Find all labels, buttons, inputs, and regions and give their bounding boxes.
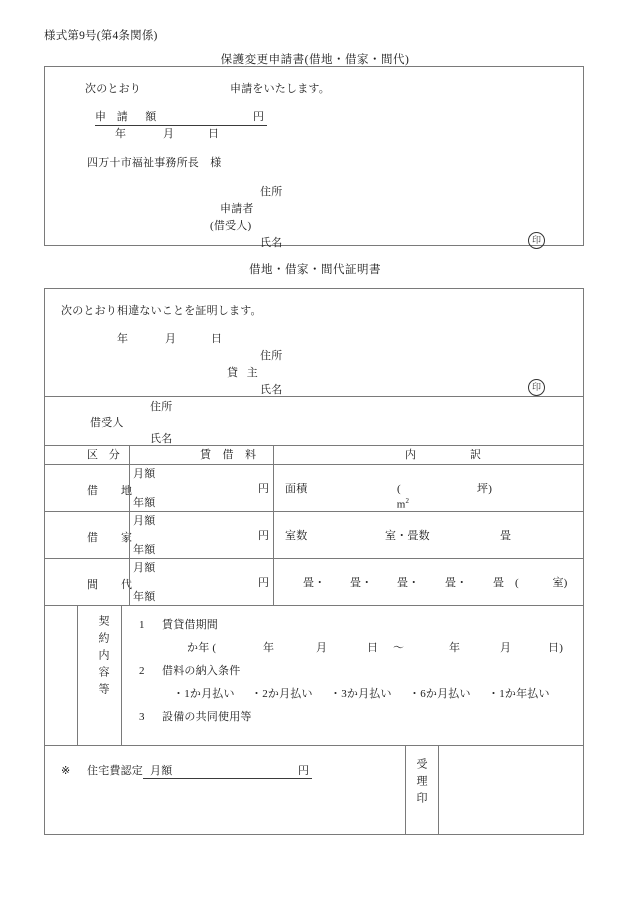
contract-item1-day2: 日): [548, 642, 564, 654]
table-header-rent: 賃 借 料: [200, 449, 258, 461]
row-detail-item-2-2: 畳・: [397, 577, 420, 589]
contract-side-label: 契約内容等: [97, 615, 109, 700]
row-unit-1: 円: [258, 530, 270, 542]
row-monthly-label-1: 月額: [133, 515, 156, 527]
row-detail-mid-1: 室・畳数: [385, 530, 430, 542]
certificate-date-year: 年: [117, 333, 129, 345]
application-box: [44, 66, 584, 249]
borrower-label: 借受人: [90, 417, 124, 429]
row-unit-2: 円: [258, 577, 270, 589]
amount-label: 申 請 額: [95, 111, 161, 123]
row-detail-item-2-4: 畳: [493, 577, 505, 589]
row-detail-unit-0: $m^2$: [396, 497, 410, 511]
contract-item1-year: 年: [263, 642, 275, 654]
rule-col-rent: [273, 445, 274, 605]
certificate-title: 借地・借家・間代証明書: [249, 264, 381, 276]
date-month-label: 月: [163, 128, 175, 140]
contract-item3-no: 3: [139, 711, 145, 723]
borrower-address-label: 住所: [150, 401, 173, 413]
footer-amount-underline[interactable]: [143, 778, 312, 779]
rule-contract-bottom: [45, 745, 583, 746]
application-title: 保護変更申請書(借地・借家・間代): [220, 54, 410, 66]
footer-monthly-label: 月額: [150, 765, 173, 777]
row-monthly-label-2: 月額: [133, 562, 156, 574]
rule-contract-side: [77, 605, 78, 745]
receipt-seal-label: 受理印: [415, 758, 427, 809]
footer-unit: 円: [298, 765, 310, 777]
seal-icon: 印: [528, 232, 545, 249]
lessor-name-label: 氏名: [260, 384, 283, 396]
application-lead-text-right: 申請をいたします。: [230, 83, 330, 95]
applicant-name-label: 氏名: [260, 237, 283, 249]
borrower-name-label: 氏名: [150, 433, 173, 445]
rule-receipt-left: [405, 745, 406, 835]
row-detail-paren-2: ( 室): [515, 577, 568, 589]
contract-item1-no: 1: [139, 619, 145, 631]
applicant-label: 申請者: [220, 203, 254, 215]
row-detail-item-2-1: 畳・: [350, 577, 373, 589]
lessor-label: 貸 主: [227, 367, 261, 379]
amount-unit: 円: [253, 111, 265, 123]
rule-col-category: [129, 445, 130, 605]
rule-contract-body: [121, 605, 122, 745]
certificate-date-day: 日: [211, 333, 223, 345]
table-header-category: 区 分: [87, 449, 124, 461]
applicant-sub-label: (借受人): [210, 220, 252, 232]
rule-row1-bottom: [45, 558, 583, 559]
row-category-1: 借 家: [87, 532, 138, 544]
row-detail-extra-0: 坪): [477, 483, 493, 495]
row-detail-paren-open-0: (: [397, 483, 401, 495]
contract-item1-year2: 年: [449, 642, 461, 654]
contract-item1-title: 賃貸借期間: [162, 619, 218, 631]
lessor-address-label: 住所: [260, 350, 283, 362]
table-header-details: 内 訳: [405, 449, 483, 461]
row-detail-label-1: 室数: [285, 530, 308, 542]
contract-item2-title: 借料の納入条件: [162, 665, 241, 677]
application-lead-text: 次のとおり: [85, 83, 141, 95]
contract-item1-period: か年 (: [187, 642, 217, 654]
contract-item2-option-2[interactable]: ・3か月払い: [330, 688, 392, 700]
footer-housing-cost-label: 住宅費認定: [87, 765, 143, 777]
applicant-address-label: 住所: [260, 186, 283, 198]
contract-item3-title: 設備の共同使用等: [162, 711, 252, 723]
contract-item1-month: 月: [316, 642, 328, 654]
date-year-label: 年: [115, 128, 127, 140]
rule-lessor-bottom: [45, 396, 583, 397]
row-detail-label-0: 面積: [285, 483, 308, 495]
rule-table-header-bottom: [45, 464, 583, 465]
row-detail-item-2-0: 畳・: [303, 577, 326, 589]
contract-item2-option-1[interactable]: ・2か月払い: [251, 688, 313, 700]
form-number: 様式第9号(第4条関係): [44, 30, 158, 42]
row-detail-extra-1: 畳: [500, 530, 512, 542]
rule-row2-bottom: [45, 605, 583, 606]
amount-underline[interactable]: [95, 125, 267, 126]
rule-row0-bottom: [45, 511, 583, 512]
row-yearly-label-0: 年額: [133, 497, 156, 509]
row-detail-unit-sup-0: 2: [405, 497, 410, 505]
contract-item1-day: 日: [367, 642, 379, 654]
lessor-seal-icon: 印: [528, 379, 545, 396]
row-detail-item-2-3: 畳・: [445, 577, 468, 589]
certificate-statement: 次のとおり相違ないことを証明します。: [61, 305, 262, 317]
rule-receipt-right: [438, 745, 439, 835]
rule-borrower-bottom: [45, 445, 583, 446]
date-day-label: 日: [208, 128, 220, 140]
certificate-date-month: 月: [165, 333, 177, 345]
addressee: 四万十市福祉事務所長 様: [87, 157, 222, 169]
contract-item2-option-0[interactable]: ・1か月払い: [173, 688, 235, 700]
row-unit-0: 円: [258, 483, 270, 495]
row-monthly-label-0: 月額: [133, 468, 156, 480]
row-category-0: 借 地: [87, 485, 138, 497]
contract-item2-option-3[interactable]: ・6か月払い: [409, 688, 471, 700]
row-category-2: 間 代: [87, 579, 138, 591]
row-yearly-label-1: 年額: [133, 544, 156, 556]
contract-item2-no: 2: [139, 665, 145, 677]
contract-item1-tilde: ～: [393, 642, 405, 654]
contract-item2-option-4[interactable]: ・1か年払い: [488, 688, 550, 700]
row-yearly-label-2: 年額: [133, 591, 156, 603]
contract-item1-month2: 月: [500, 642, 512, 654]
certificate-box: [44, 288, 584, 835]
footer-asterisk: ※: [61, 765, 71, 777]
